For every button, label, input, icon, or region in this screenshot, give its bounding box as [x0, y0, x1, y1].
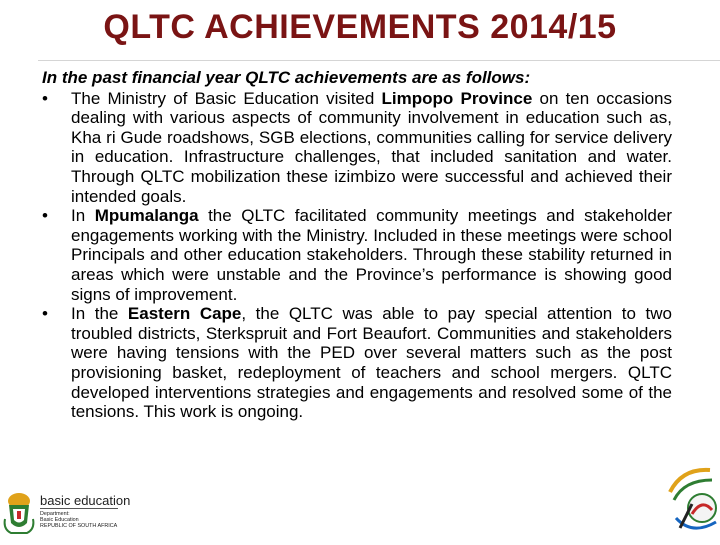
bullet: • — [42, 206, 48, 226]
title-divider — [38, 60, 720, 61]
intro-text: In the past financial year QLTC achievements are as follows: — [42, 68, 531, 87]
item-text: The Ministry of Basic Education visited — [71, 88, 382, 108]
twenty-year-anniversary-logo-icon — [662, 458, 720, 540]
slide-body — [42, 68, 672, 422]
item-text: In — [71, 206, 95, 226]
logo-divider — [40, 508, 118, 509]
logo-name: basic education — [40, 493, 131, 508]
logo-line: REPUBLIC OF SOUTH AFRICA — [40, 523, 118, 529]
bullet: • — [42, 304, 48, 324]
achievement-item-eastern-cape — [42, 304, 672, 422]
achievement-list — [42, 89, 672, 422]
logo-line: Department: — [40, 511, 70, 517]
logo-line: Basic Education — [40, 517, 79, 523]
item-province: Eastern Cape — [127, 304, 242, 324]
anniversary-logo — [662, 458, 720, 540]
item-province: Limpopo Province — [381, 88, 533, 108]
item-text: the QLTC facilitated community meetings and stakeholder engagements working with the Ministry. Included in these meetings were school Principals and other education stakeholders. Through these stability returned in areas which were unstable and the Province’s performance is showing good signs of improvement. — [71, 206, 673, 304]
achievement-item-mpumalanga — [42, 206, 672, 304]
slide-title: QLTC ACHIEVEMENTS 2014/15 — [103, 8, 617, 46]
item-province: Mpumalanga — [94, 206, 199, 226]
item-text: , the QLTC was able to pay special attention to two troubled districts, Sterkspruit and Fort Beaufort. Communities and stakeholders were having tensions with the PED over several matters such as the post provisioning basket, redeployment of teachers and school mergers. QLTC developed interventions strategies and engagements and resolved some of the tensions. This work is ongoing. — [71, 304, 672, 422]
achievement-item-limpopo — [42, 89, 672, 207]
item-text: In the — [71, 304, 128, 324]
department-logo — [2, 489, 152, 540]
coat-of-arms-icon — [2, 489, 36, 535]
item-text: on ten occasions dealing with various aspects of community involvement in education such as, Kha ri Gude roadshows, SGB elections, communities calling for service delivery in education. Infrastructure challenges, that included sanitation and water. Through QLTC mobilization these izimbizo were successful and achieved their intended goals. — [71, 88, 672, 206]
bullet: • — [42, 88, 48, 108]
